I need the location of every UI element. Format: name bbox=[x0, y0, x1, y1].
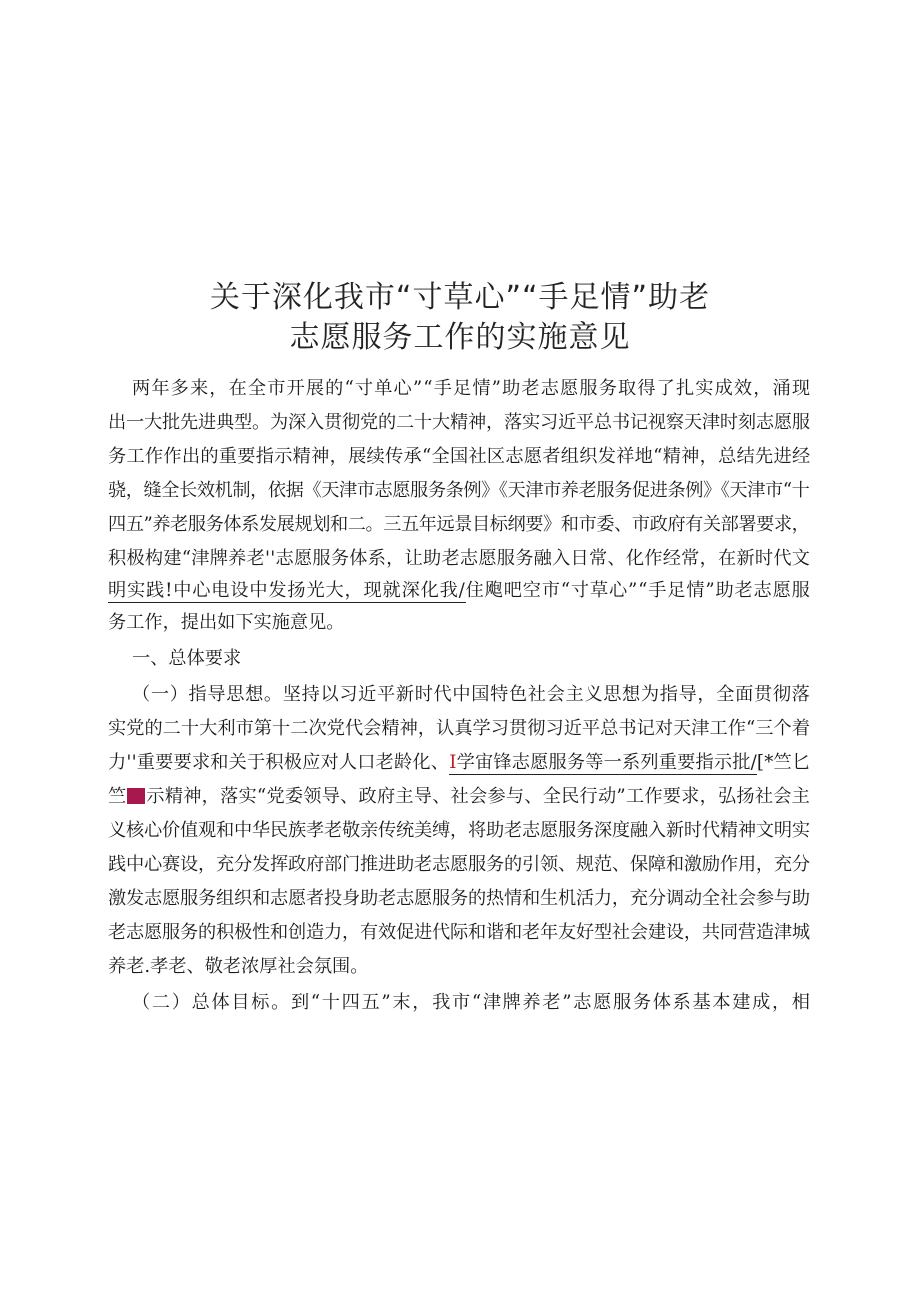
body-line-7-d: 住飑吧空市“寸草心”“手足情”助老志愿服 bbox=[465, 580, 811, 601]
body-line-17: 老志愿服务的积极性和创造力，有效促进代际和谐和老年友好型社会建设，共同营造津城 bbox=[108, 922, 810, 943]
body-line-13-a: 竺 bbox=[108, 786, 127, 807]
red-i-mark: I bbox=[449, 752, 457, 773]
body-line-16: 激发志愿服务组织和志愿者投身助老志愿服务的热情和生机活力，充分调动全社会参与助 bbox=[108, 888, 810, 909]
body-line-6: 积极构建“津牌养老''志愿服务体系，让助老志愿服务融入日常、化作经常，在新时代文 bbox=[108, 548, 811, 569]
body-line-13-b: 示精神，落实“党委领导、政府主导、社会参与、全民行动”工作要求，弘扬社会主 bbox=[146, 786, 811, 807]
body-line-7-c: 中心电设中发扬光大，现就深化我/ bbox=[173, 580, 466, 601]
document-title-line-1: 关于深化我市“寸草心”“手足情”助老 bbox=[209, 280, 711, 315]
underlined-fragment bbox=[108, 580, 466, 603]
body-line-13 bbox=[108, 786, 810, 808]
body-line-11: 实党的二十大利市第十二次党代会精神，认真学习贯彻习近平总书记对天津工作“三个着 bbox=[108, 718, 810, 739]
body-line-5: 四五”养老服务体系发展规划和二。三五年远景目标纲要》和市委、市政府有关部署要求， bbox=[108, 514, 810, 535]
body-line-12-a: 力''重要要求和关于积极应对人口老龄化、 bbox=[108, 752, 450, 773]
body-line-12-c: 学宙锋志愿服务等一系列重要指示批/ bbox=[456, 752, 757, 773]
body-line-15: 践中心赛设，充分发挥政府部门推进助老志愿服务的引领、规范、保障和激励作用，充分 bbox=[108, 854, 810, 875]
body-line-12 bbox=[108, 752, 810, 774]
mark-exclamation: ! bbox=[165, 580, 174, 601]
body-line-2: 出一大批先进典型。为深入贯彻党的二十大精神，落实习近平总书记视察天津时刻志愿服 bbox=[108, 412, 810, 433]
body-line-10: （一）指导思想。坚持以习近平新时代中国特色社会主义思想为指导，全面贯彻落 bbox=[132, 684, 811, 705]
body-line-14: 义核心价值观和中华民族孝老敬亲传统美缚，将助老志愿服务深度融入新时代精神文明实 bbox=[108, 820, 810, 841]
body-line-1: 两年多来，在全市开展的“寸单心”“手足情”助老志愿服务取得了扎实成效，涌现 bbox=[132, 378, 812, 399]
body-line-4: 骁，缝全长效机制，依据《天津市志愿服务条例》《天津市养老服务促进条例》《天津市“十 bbox=[108, 480, 810, 501]
body-line-7-a: 明实践 bbox=[108, 580, 166, 601]
underlined-fragment-2 bbox=[449, 752, 757, 775]
body-line-18: 养老.孝老、敬老浓厚社会氛围。 bbox=[108, 956, 369, 977]
body-line-12-d: [*竺匕 bbox=[756, 752, 811, 773]
document-title-line-2: 志愿服务工作的实施意见 bbox=[289, 320, 631, 355]
section-heading-1: 一、总体要求 bbox=[132, 648, 242, 669]
red-stamp-mark bbox=[127, 788, 145, 804]
body-line-8: 务工作，提出如下实施意见。 bbox=[108, 612, 345, 633]
body-line-7 bbox=[108, 580, 811, 602]
body-line-3: 务工作作出的重要指示精神，展续传承“全国社区志愿者组织发祥地“精神，总结先进经 bbox=[108, 446, 811, 467]
body-line-19: （二）总体目标。到“十四五”末，我市“津牌养老”志愿服务体系基本建成，相 bbox=[132, 992, 812, 1013]
